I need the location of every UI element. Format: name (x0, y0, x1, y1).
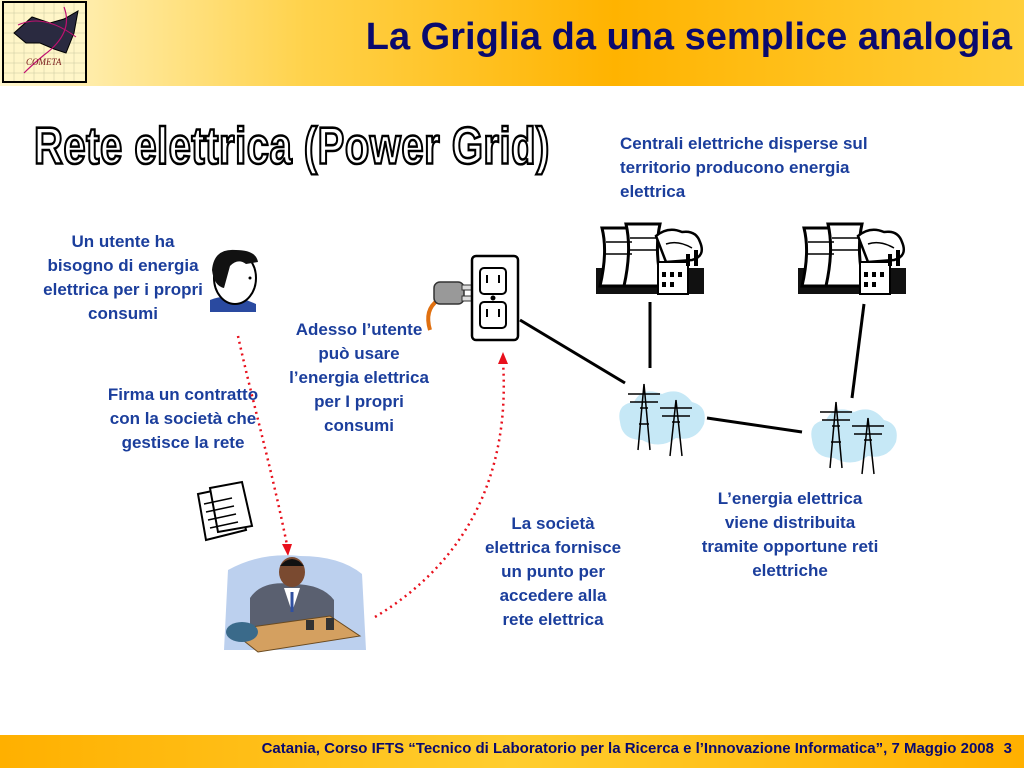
arrow-head-user-to-company (282, 544, 292, 556)
arrow-company-to-socket (375, 362, 504, 617)
slide-title: La Griglia da una semplice analogia (365, 16, 1012, 58)
power-line-socket-tower (520, 320, 625, 383)
user-head-icon (210, 250, 258, 312)
power-plant-icon (596, 224, 704, 294)
transmission-tower-icon (619, 384, 705, 456)
caption-power-plants: Centrali elettriche disperse sul territorio producono energia elettrica (620, 134, 868, 201)
slide-subtitle: Rete elettrica (Power Grid) (34, 118, 550, 176)
wall-socket-icon (472, 256, 518, 340)
caption-user-can-use: Adesso l’utente può usare l’energia elettrica per I propri consumi (289, 320, 429, 435)
page-number: 3 (1003, 740, 1012, 757)
contract-document-icon (198, 482, 252, 540)
caption-company-provides: La società elettrica fornisce un punto per accedere alla rete elettrica (484, 514, 622, 629)
power-line-plant2-tower (852, 304, 864, 398)
caption-user-needs: Un utente ha bisogno di energia elettrica per i propri consumi (43, 232, 203, 323)
caption-contract: Firma un contratto con la società che gestisce la rete (107, 385, 259, 452)
power-line-tower-tower (707, 418, 802, 432)
caption-distribution: L’energia elettrica viene distribuita tramite opportune reti elettriche (701, 489, 879, 580)
slide-footer (0, 735, 1024, 768)
svg-text:COMETA: COMETA (26, 57, 62, 67)
businessman-desk-icon (224, 555, 366, 652)
arrow-head-company-to-socket (498, 352, 508, 364)
transmission-tower-icon (811, 402, 897, 474)
plug-icon (428, 282, 474, 330)
footer-text: Catania, Corso IFTS “Tecnico di Laboratorio per la Ricerca e l’Innovazione Informatica”, 7 Maggio 2008 (261, 740, 994, 757)
power-plant-icon (798, 224, 906, 294)
